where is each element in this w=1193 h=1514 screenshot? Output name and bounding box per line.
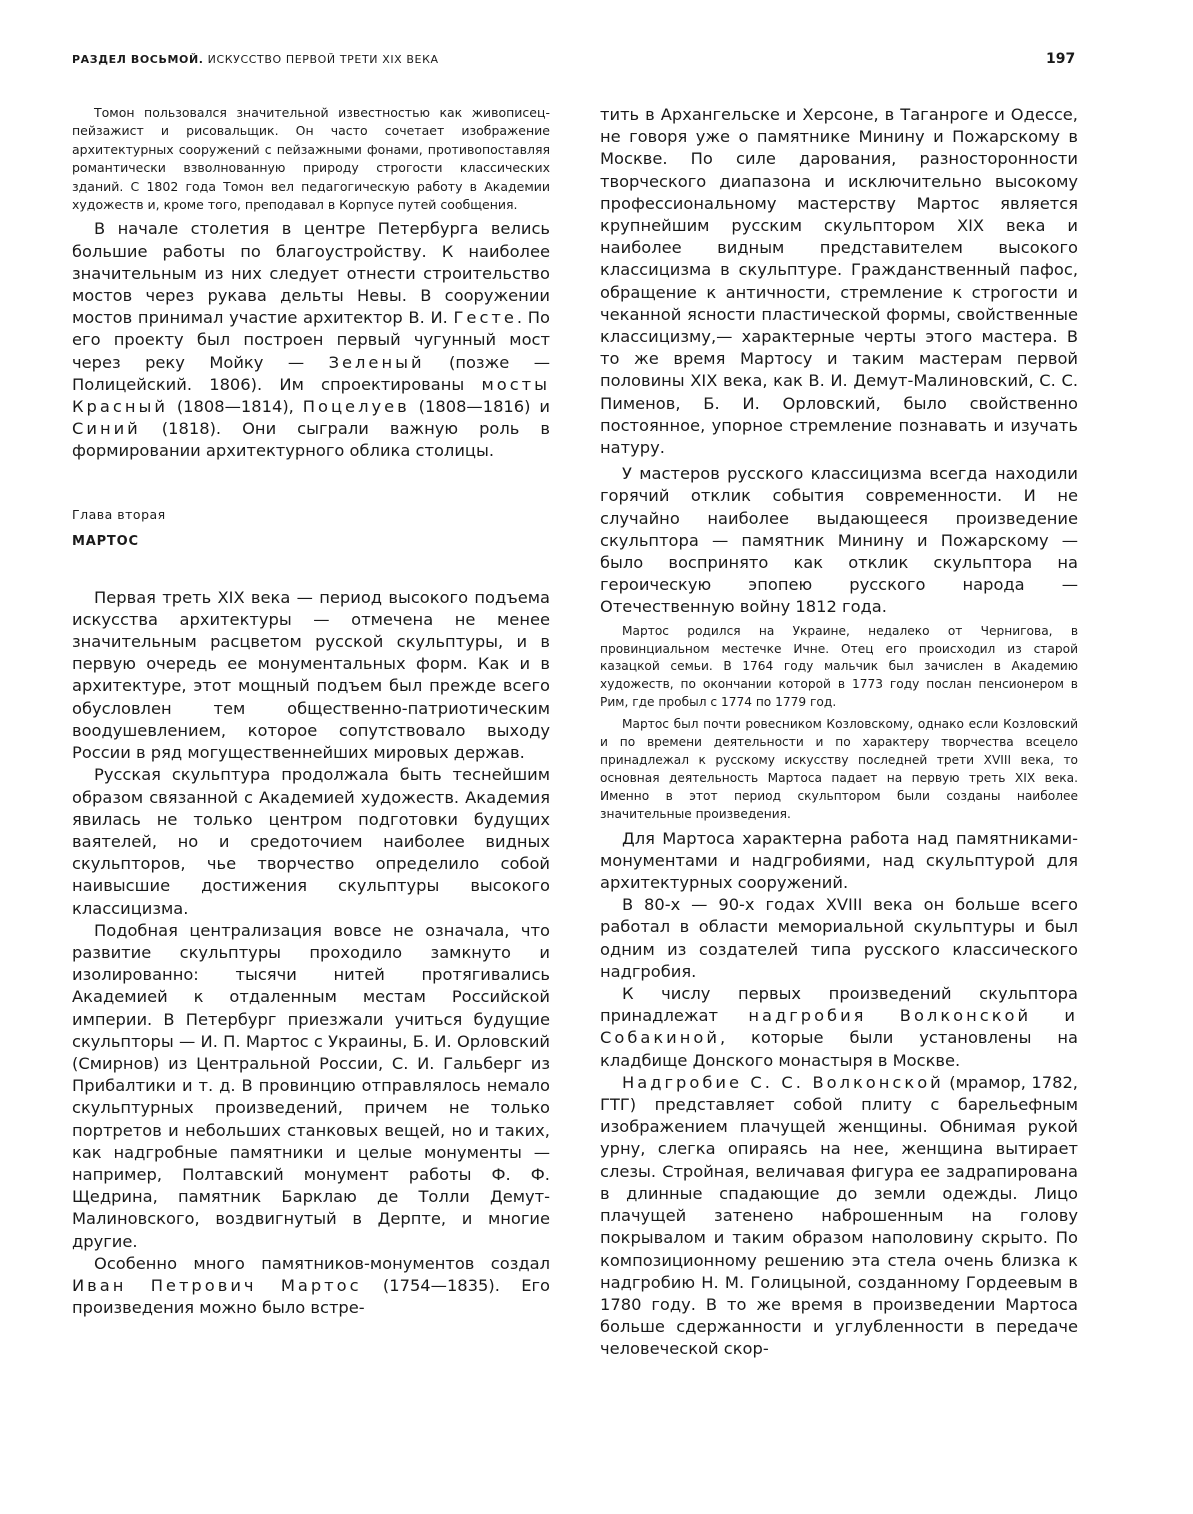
bridge-siny: Синий: [72, 419, 141, 439]
text-run: , которые были установлены на кладбище Донского монастыря в Москве.: [600, 1028, 1078, 1070]
text-run: . По его проекту был построен первый чугунный мост через реку Мойку —: [72, 308, 550, 372]
paragraph-2: Русская скульптура продолжала быть теснейшим образом связанной с Академией художеств. Академия явилась не только центром подготовки будущих ваятелей, но и средоточием наиболее видных скульпторов, чье творчество определило собой наивысшие достижения скульптуры высокого классицизма.: [72, 765, 550, 918]
name-geste: Гесте: [453, 308, 517, 328]
bridge-potseluev: Поцелуев: [302, 397, 410, 417]
word-mosty: мосты: [481, 374, 550, 394]
text-run: В начале столетия в центре Петербурга велись большие работы по благоустройству. К наиболее значительным из них следует отнести строительство мостов через рукава дельты Невы. В сооружении мостов принимал участие архитектор В. И.: [72, 219, 550, 328]
running-header: [72, 53, 439, 66]
paragraph-7: В 80-х — 90-х годах XVIII века он больше всего работал в области мемориальной скульптуры и был одним из создателей типа русского классического надгробия.: [600, 895, 1078, 981]
paragraph-1: Первая треть XIX века — период высокого подъема искусства архитектуры — отмечена не менее значительным расцветом русской скульптуры, и в первую очередь ее монументальных форм. Как и в архитектуре, этот мощный подъем был прежде всего обусловлен тем общественно-патриотическим воодушевлением, которое сопутствовало выходу России в ряд могущественнейших мировых держав.: [72, 587, 550, 763]
right-column: [600, 104, 1078, 1361]
bridge-krasny: Красный: [72, 397, 168, 417]
paragraph-4-continued: тить в Архангельске и Херсоне, в Таганроге и Одессе, не говоря уже о памятнике Минину и Пожарскому в Москве. По силе дарования, разносторонности творческого диапазона и исключительно высокому профессиональному мастерству Мартос является крупнейшим русским скульптором XIX века и наиболее видным представителем высокого классицизма в скульптуре. Гражданственный пафос, обращение к античности, стремление к строгости и чеканной ясности пластической формы, свойственные классицизму,— характерные черты этого мастера. В то же время Мартосу и таким мастерам первой половины XIX века, как В. И. Демут-Малиновский, С. С. Пименов, Б. И. Орловский, было свойственно постоянное, упорное стремление познавать и изучать натуру.: [600, 105, 1078, 458]
bridge-zeleny: Зеленый: [328, 352, 425, 372]
text-run: (1754—1835). Его произведения можно было встре-: [72, 1275, 550, 1318]
paragraph-5: У мастеров русского классицизма всегда находили горячий отклик события современности. И не случайно наиболее выдающееся произведение скульптора — памятник Минину и Пожарскому — было воспринято как отклик скульптора на героическую эпопею русского народа — Отечественную войну 1812 года.: [600, 464, 1078, 617]
name-martos: Иван Петрович Мартос: [72, 1275, 362, 1295]
paragraph-3: Подобная централизация вовсе не означала, что развитие скульптуры проходило замкнуто и изолированно: тысячи нитей протягивались Академией к отдаленным местам Российской империи. В Петербург приезжали учиться будущие скульпторы — И. П. Мартос с Украины, Б. И. Орловский (Смирнов) из Центральной России, С. И. Гальберг из Прибалтики и т. д. В провинцию отправлялось немало скульптурных произведений, причем не только портретов и небольших станковых вещей, но и таких, как надгробные памятники и целые монументы — например, Полтавский монумент работы Ф. Ф. Щедрина, памятник Барклаю де Толли Демут-Малиновского, воздвигнутый в Дерпте, и многие другие.: [72, 920, 550, 1251]
section-label: РАЗДЕЛ ВОСЬМОЙ.: [72, 53, 204, 66]
paragraph-6: Для Мартоса характерна работа над памятниками-монументами и надгробиями, над скульптурой для архитектурных сооружений.: [600, 828, 1078, 893]
paragraph-4: [72, 1253, 550, 1320]
tombstone-volkonskaya: Надгробие С. С. Волконской: [622, 1072, 944, 1092]
note-birth: Мартос родился на Украине, недалеко от Чернигова, в провинциальном местечке Ичне. Отец его происходил из старой казацкой семьи. В 1764 году мальчик был зачислен в Академию художеств, по окончании которой в 1773 году послан пенсионером в Рим, где пробыл с 1774 по 1779 год.: [600, 623, 1078, 710]
text-run: (позже — Полицейский. 1806). Им спроектированы: [72, 352, 550, 394]
text-run: (1808—1816) и: [409, 397, 550, 417]
section-title: ИСКУССТВО ПЕРВОЙ ТРЕТИ XIX ВЕКА: [207, 53, 439, 66]
text-run: Особенно много памятников-монументов создал: [94, 1253, 550, 1273]
text-run: К числу первых произведений скульптора принадлежат: [600, 984, 1078, 1026]
tombstones-names: надгробия Волконской и Собакиной: [600, 1006, 1079, 1048]
note-kozlovsky: Мартос был почти ровесником Козловскому, однако если Козловский и по времени деятельности и по характеру творчества всецело принадлежал к русскому искусству последней трети XVIII века, то основная деятельность Мартоса падает на первую треть XIX века. Именно в этот период скульптором были созданы наиболее значительные произведения.: [600, 717, 1078, 821]
chapter-label: Глава вторая: [72, 506, 166, 522]
left-column: [72, 104, 550, 1319]
paragraph-8: [600, 983, 1078, 1072]
chapter-title: МАРТОС: [72, 533, 139, 549]
note-thomon: Томон пользовался значительной известностью как живописец-пейзажист и рисовальщик. Он часто сочетает изображение архитектурных сооружений с пейзажными фонами, противопоставляя романтически взволнованную природу строгости классических зданий. С 1802 года Томон вел педагогическую работу в Академии художеств и, кроме того, преподавал в Корпусе путей сообщения.: [72, 105, 550, 213]
paragraph-bridges: [72, 218, 550, 462]
paragraph-9: [600, 1072, 1078, 1361]
page-number: 197: [1046, 51, 1076, 67]
text-run: (1818). Они сыграли важную роль в формировании архитектурного облика столицы.: [72, 419, 550, 461]
text-run: (мрамор, 1782, ГТГ) представляет собой плиту с барельефным изображением плачущей женщины. Обнимая рукой урну, слегка опираясь на нее, женщина вытирает слезы. Стройная, величавая фигура ее задрапирована в длинные спадающие до земли одежды. Лицо плачущей затенено наброшенным на голову покрывалом и таким образом наполовину скрыто. По композиционному решению эта стела очень близка к надгробию Н. М. Голицыной, созданному Гордеевым в 1780 году. В то же время в произведении Мартоса больше сдержанности и углубленности в передаче человеческой скор-: [600, 1072, 1078, 1359]
text-run: (1808—1814),: [167, 397, 303, 417]
